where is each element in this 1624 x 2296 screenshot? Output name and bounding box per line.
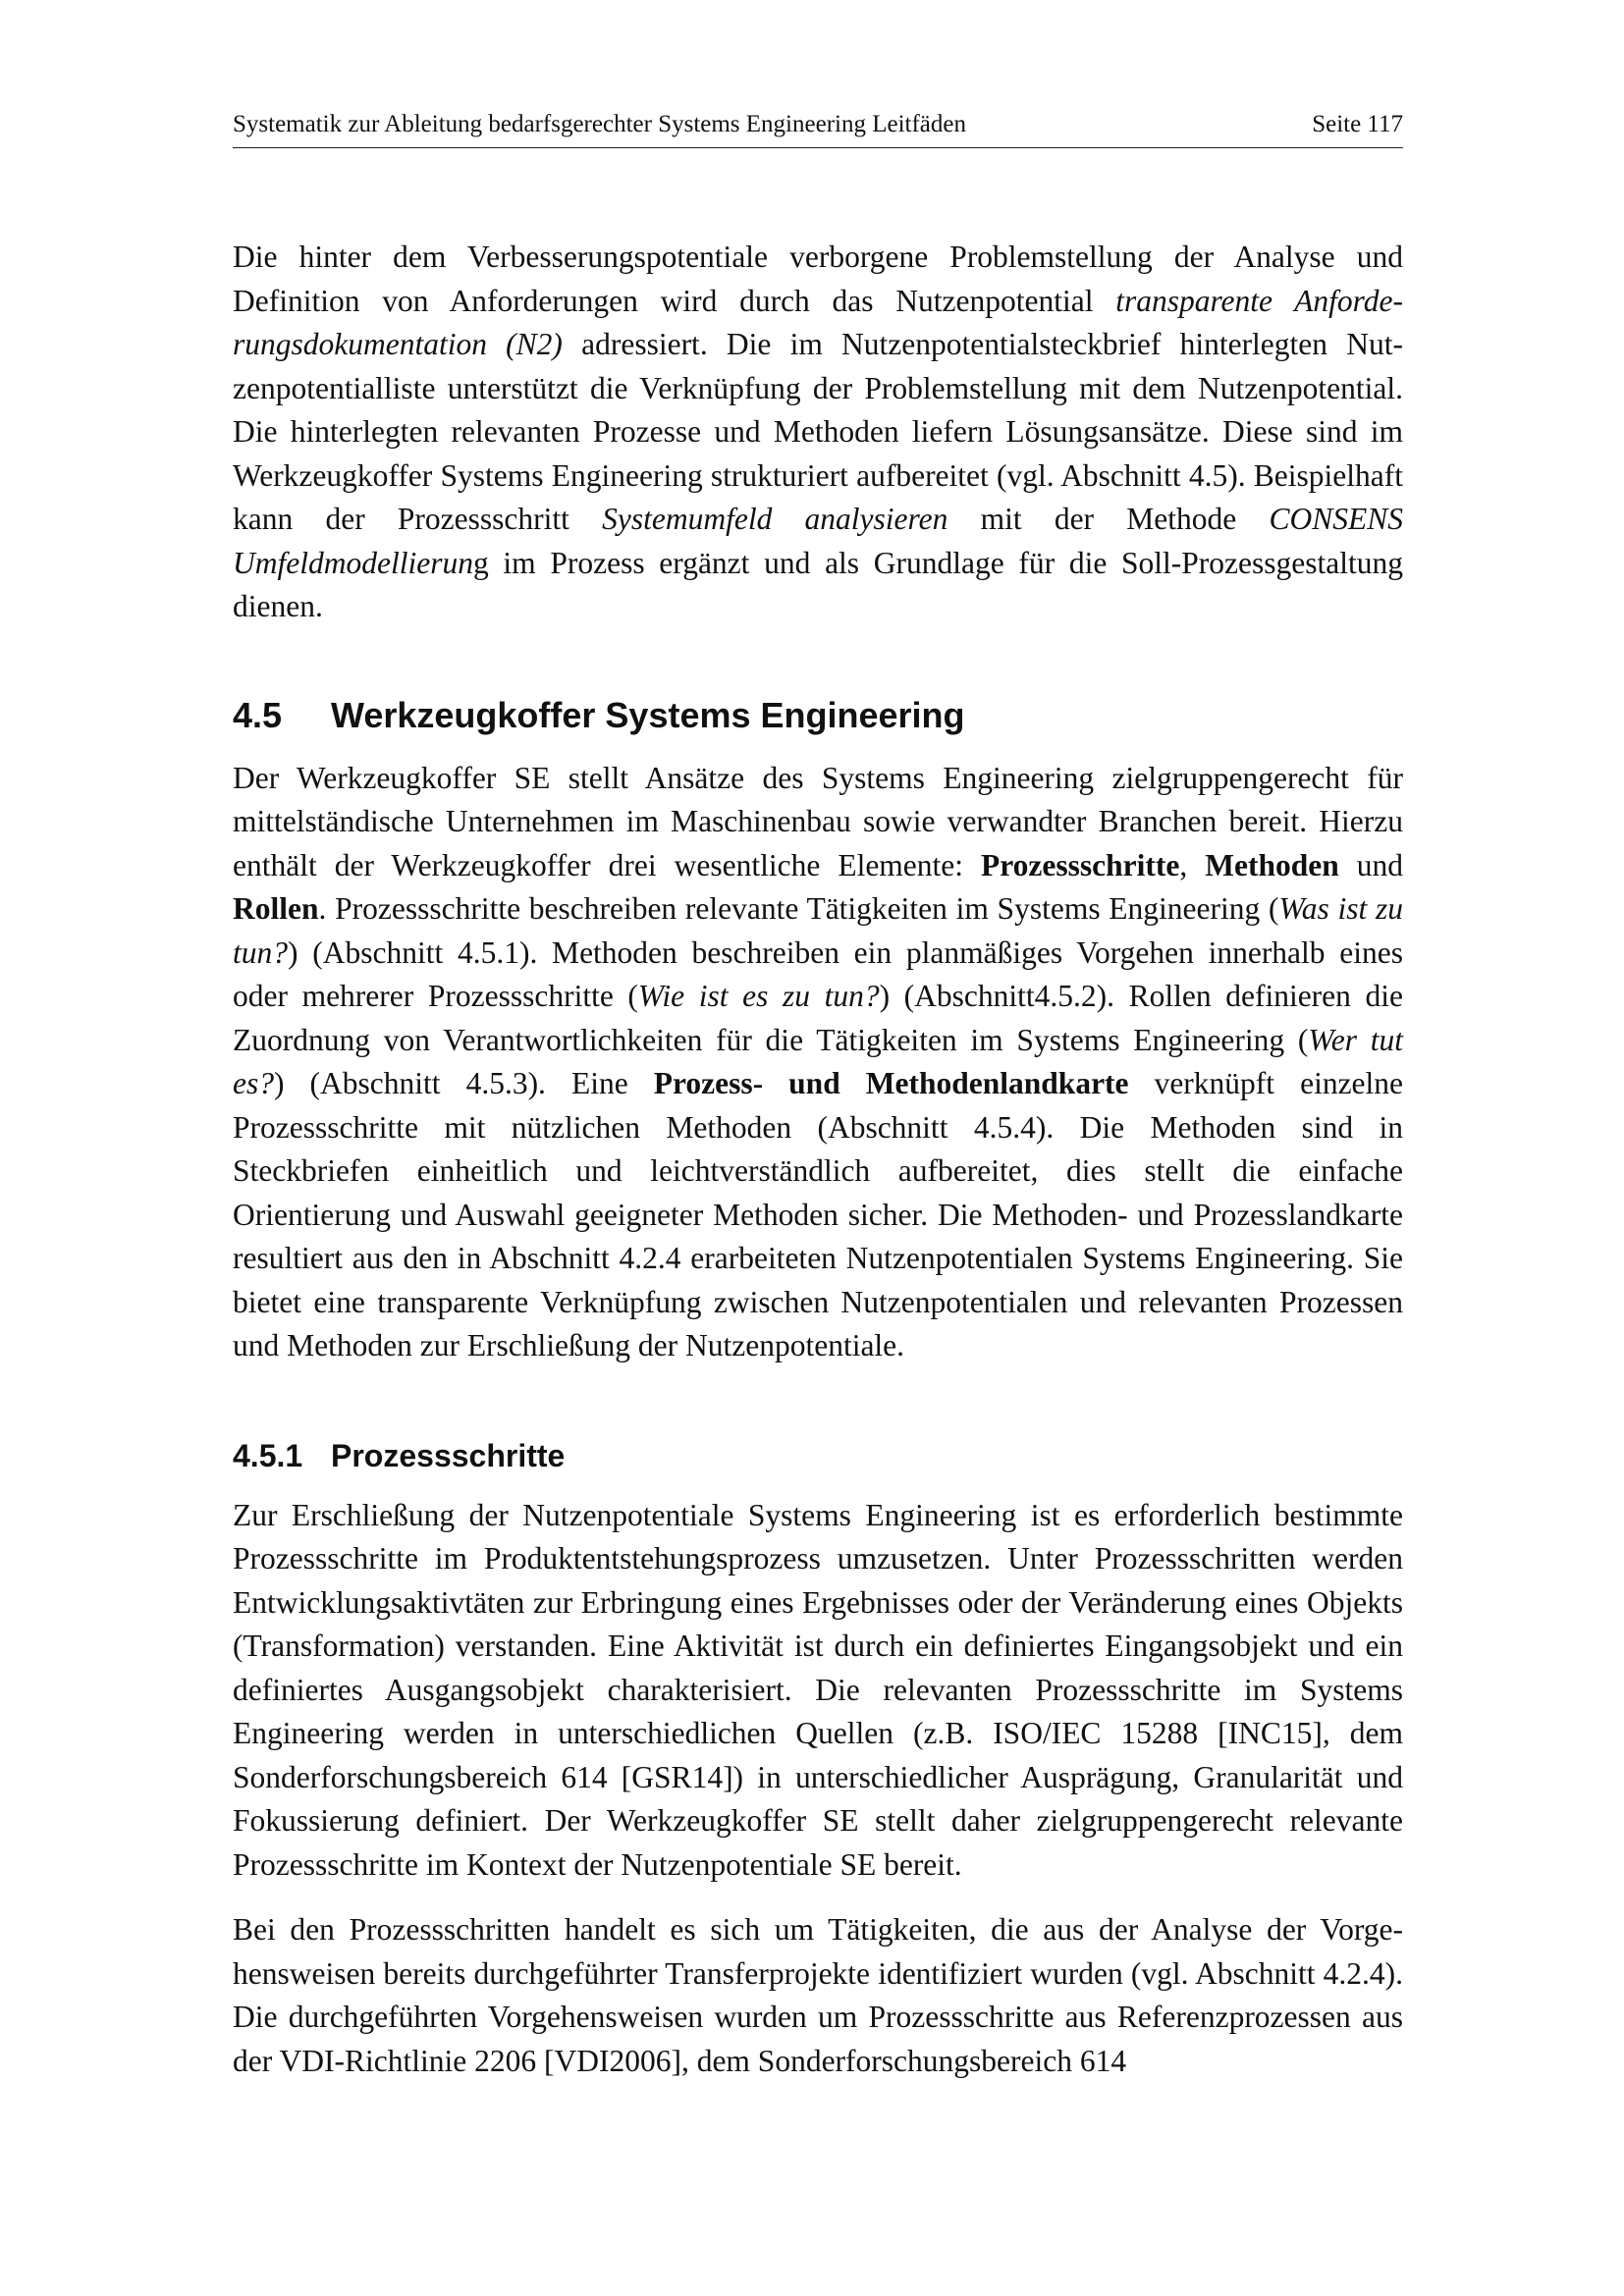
bold-term: Prozess- und Methodenlandkarte bbox=[653, 1066, 1129, 1100]
text-run: und bbox=[1338, 847, 1404, 882]
text-run: adressiert. Die im Nutzenpotentialsteckbrief hinterlegten Nutzenpotentialliste unterstützt die Verknüpfung der Problemstellung mit dem Nutzenpotential. Die hinterlegten relevanten Prozesse und Methoden liefern Lösungsansätze. Diese sind im Werkzeugkoffer Systems Engineering strukturiert aufbereitet (vgl. Abschnitt 4.5). Beispielhaft kann der Prozessschritt bbox=[233, 327, 1403, 536]
section-4-5-paragraph bbox=[233, 757, 1403, 1368]
bold-term: Rollen bbox=[233, 891, 319, 926]
italic-term: Was ist zu tun? bbox=[233, 891, 1403, 970]
italic-term: transparente Anforderungsdokumentation (N2) bbox=[233, 283, 1403, 361]
section-heading-4-5-1 bbox=[233, 1435, 1403, 1476]
italic-term: Wer tut es? bbox=[233, 1022, 1404, 1100]
section-number: 4.5.1 bbox=[233, 1437, 303, 1473]
bold-term: Prozessschritte bbox=[981, 847, 1180, 882]
text-run: g im Prozess ergänzt und als Grundlage für die Soll-Prozessgestaltung dienen. bbox=[233, 545, 1403, 623]
text-run: verknüpft einzelne Prozessschritte mit nützlichen Methoden (Abschnitt 4.5.4). Die Methoden sind in Steckbriefen einheitlich und leichtverständlich aufbereitet, dies stellt die einfache Orientierung und Auswahl geeigneter Methoden sicher. Die Methoden- und Prozesslandkarte resultiert aus den in Abschnitt 4.2.4 erarbeiteten Nutzenpotentialen Systems Engineering. Sie bietet eine transparente Verknüpfung zwischen Nutzenpotentialen und relevanten Prozessen und Methoden zur Erschließung der Nutzenpotentiale. bbox=[233, 1066, 1404, 1362]
section-heading-4-5 bbox=[233, 694, 1403, 737]
text-run: ) (Abschnitt4.5.2). Rollen definieren die Zuordnung von Verantwortlichkeiten für die Tätigkeiten im Systems Engineering ( bbox=[233, 979, 1403, 1057]
running-header-title: Systematik zur Ableitung bedarfsgerechter Systems Engineering Leitfäden bbox=[233, 111, 966, 137]
intro-paragraph bbox=[233, 236, 1403, 629]
section-4-5-1-paragraph-2: Bei den Prozessschritten handelt es sich um Tätigkeiten, die aus der Analyse der Vorgehensweisen bereits durchgeführter Transferprojekte identifiziert wurden (vgl. Abschnitt 4.2.4). Die durchgeführten Vorgehensweisen wurden um Prozessschritte aus Referenzprozessen aus der VDI-Richtlinie 2206 [VDI2006], dem Sonderforschungsbereich 614 bbox=[233, 1912, 1403, 2078]
section-title: Werkzeugkoffer Systems Engineering bbox=[331, 694, 965, 735]
text-run: , bbox=[1179, 847, 1206, 882]
running-header bbox=[233, 110, 1403, 148]
text-run: mit der Methode bbox=[947, 502, 1270, 536]
page-number: Seite 117 bbox=[1312, 111, 1403, 137]
section-title: Prozessschritte bbox=[331, 1437, 566, 1473]
italic-term: Wie ist es zu tun? bbox=[637, 979, 880, 1013]
italic-term: Systemumfeld analysieren bbox=[602, 502, 948, 536]
italic-term: CONSENS Umfeldmodellierun bbox=[233, 502, 1404, 580]
section-number: 4.5 bbox=[233, 694, 283, 735]
section-4-5-1-paragraph-1: Zur Erschließung der Nutzenpotentiale Systems Engineering ist es erforderlich bestimmte Prozessschritte im Produktentstehungsprozess umzusetzen. Unter Prozessschritten werden Entwicklungsaktivtäten zur Erbringung eines Ergebnisses oder der Veränderung eines Objekts (Transformation) verstanden. Eine Aktivität ist durch ein definiertes Eingangsobjekt und ein definiertes Ausgangsobjekt charakterisiert. Die relevanten Prozessschritte im Systems Engineering werden in unterschiedlichen Quellen (z.B. ISO/IEC 15288 [INC15], dem Sonderforschungsbereich 614 [GSR14]) in unterschiedlicher Ausprägung, Granularität und Fokussierung definiert. Der Werkzeugkoffer SE stellt daher zielgruppengerecht relevante Prozessschritte im Kontext der Nutzenpotentiale SE bereit. bbox=[233, 1497, 1403, 1882]
text-run: Der Werkzeugkoffer SE stellt Ansätze des Systems Engineering zielgruppengerecht für mittelständische Unternehmen im Maschinenbau sowie verwandter Branchen bereit. Hierzu enthält der Werkzeugkoffer drei wesentliche Elemente: bbox=[233, 760, 1403, 882]
text-run: . Prozessschritte beschreiben relevante Tätigkeiten im Systems Engineering ( bbox=[318, 891, 1279, 926]
text-run: ) (Abschnitt 4.5.1). Methoden beschreiben ein planmäßiges Vorgehen innerhalb eines oder mehrerer Prozessschritte ( bbox=[233, 934, 1403, 1013]
bold-term: Methoden bbox=[1205, 847, 1339, 882]
text-run: Die hinter dem Verbesserungspotentiale verborgene Problemstellung der Analyse und Definition von Anforderungen wird durch das Nutzenpotential bbox=[233, 240, 1403, 318]
text-run: ) (Abschnitt 4.5.3). Eine bbox=[274, 1066, 654, 1100]
document-body bbox=[233, 236, 1403, 2083]
